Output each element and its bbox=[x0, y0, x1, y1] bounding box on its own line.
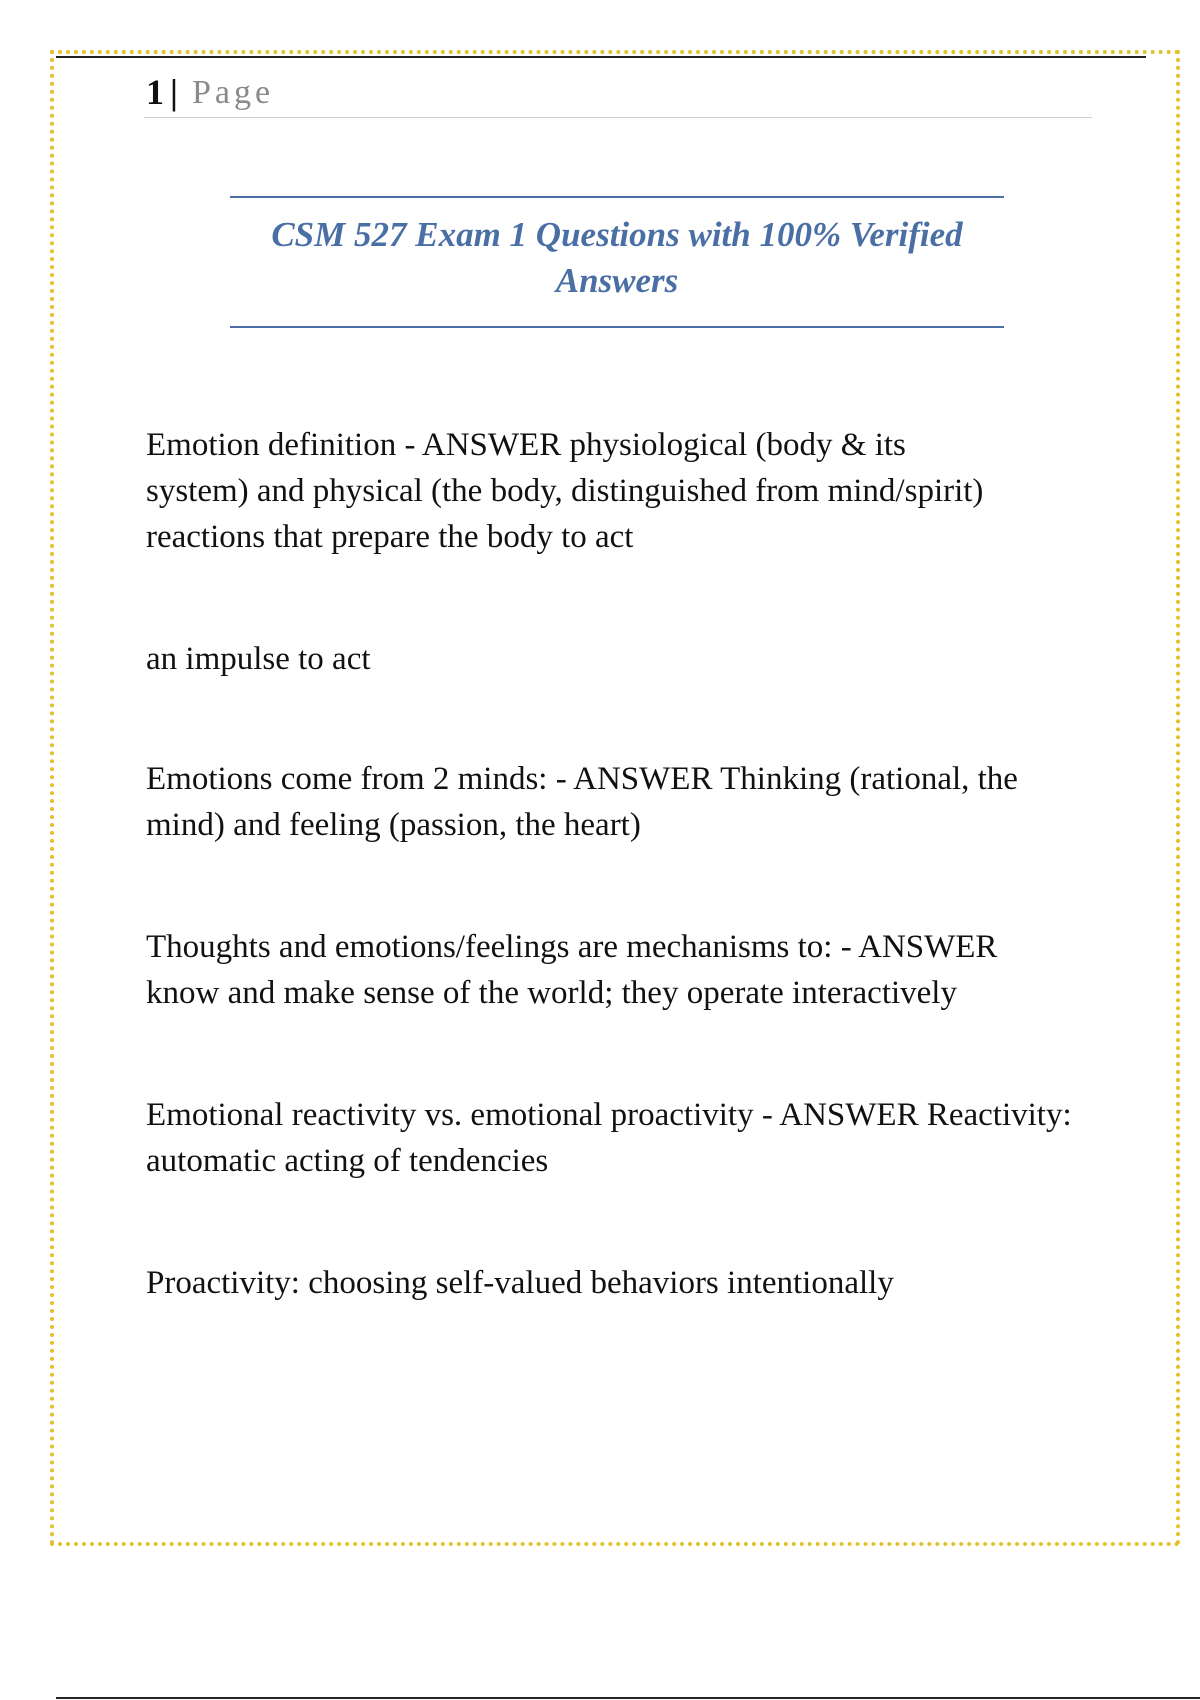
page-number: 1 bbox=[146, 72, 164, 112]
bottom-rule bbox=[56, 1697, 1200, 1699]
title-rule-top bbox=[230, 196, 1004, 198]
page-header bbox=[144, 70, 1092, 118]
document-body bbox=[146, 422, 1096, 1306]
title-line-1: CSM 527 Exam 1 Questions with 100% Verified bbox=[271, 215, 963, 254]
page-label: Page bbox=[192, 74, 275, 111]
page-separator: | bbox=[170, 72, 178, 112]
paragraph-mechanisms: Thoughts and emotions/feelings are mechanisms to: - ANSWER know and make sense of the world; they operate interactively bbox=[146, 929, 998, 1011]
top-rule bbox=[56, 56, 1146, 58]
paragraph-reactivity: Emotional reactivity vs. emotional proactivity - ANSWER Reactivity: automatic acting of tendencies bbox=[146, 1097, 1072, 1179]
document-title bbox=[230, 212, 1004, 304]
title-line-2: Answers bbox=[555, 261, 679, 300]
title-rule-bottom bbox=[230, 326, 1004, 328]
paragraph-two-minds: Emotions come from 2 minds: - ANSWER Thinking (rational, the mind) and feeling (passion, the heart) bbox=[146, 761, 1018, 843]
paragraph-emotion-definition: Emotion definition - ANSWER physiological (body & its system) and physical (the body, distinguished from mind/spirit) reactions that prepare the body to act bbox=[146, 427, 984, 555]
paragraph-impulse: an impulse to act bbox=[146, 641, 371, 677]
paragraph-proactivity: Proactivity: choosing self-valued behaviors intentionally bbox=[146, 1265, 894, 1301]
